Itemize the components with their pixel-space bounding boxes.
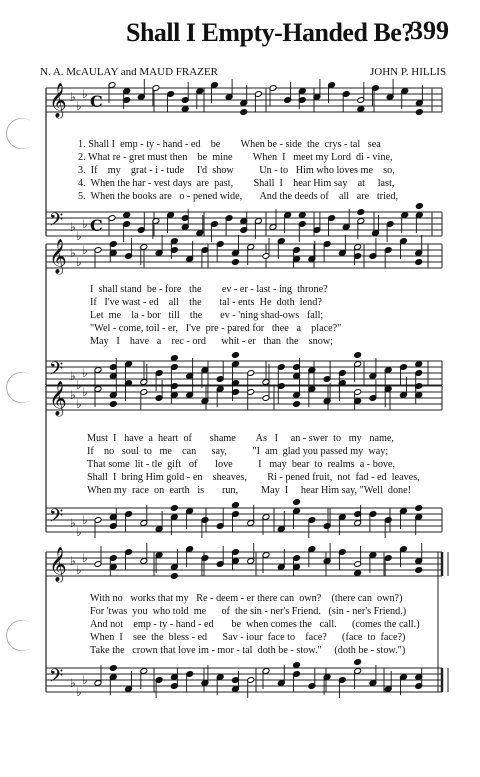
flat-sign-icon: ♭ xyxy=(82,513,88,527)
flat-sign-icon: ♭ xyxy=(76,685,82,699)
flat-sign-icon: ♭ xyxy=(70,554,76,568)
treble-clef-icon: 𝄞 xyxy=(49,239,67,274)
note-head xyxy=(354,570,362,577)
flat-sign-icon: ♭ xyxy=(82,551,88,565)
note-head xyxy=(293,662,301,669)
flat-sign-icon: ♭ xyxy=(82,673,88,687)
flat-sign-icon: ♭ xyxy=(82,87,88,101)
treble-clef-icon: 𝄞 xyxy=(49,547,67,582)
flat-sign-icon: ♭ xyxy=(82,366,88,380)
note-head xyxy=(232,502,240,509)
lyricist-credit: N. A. McAULAY and MAUD FRAZER xyxy=(40,66,218,78)
flat-sign-icon: ♭ xyxy=(70,220,76,234)
verse-lyric: If no soul to me can say, "I am glad you passed my way; xyxy=(87,446,389,457)
verse-lyric: Shall I bring Him gold - en sheaves, Ri - pened fruit, not fad - ed leaves, xyxy=(87,472,420,483)
flat-sign-icon: ♭ xyxy=(76,563,82,577)
verse-lyric: 4. When the har - vest days are past, Shall I hear Him say at last, xyxy=(78,178,395,189)
note-head xyxy=(232,352,240,359)
flat-sign-icon: ♭ xyxy=(70,369,76,383)
flat-sign-icon: ♭ xyxy=(82,243,88,257)
note-head xyxy=(415,109,423,116)
verse-lyric: When I see the bless - ed Sav - iour face to face? (face to face?) xyxy=(90,632,406,643)
hymn-number: 399 xyxy=(410,16,449,45)
verse-lyric: 3. If my grat - i - tude I'd show Un - to Him who loves me so, xyxy=(78,165,395,176)
note-head xyxy=(357,106,365,113)
note-head xyxy=(109,401,117,408)
verse-lyric: I shall stand be - fore the ev - er - last - ing throne? xyxy=(90,284,328,295)
flat-sign-icon: ♭ xyxy=(76,255,82,269)
note-head xyxy=(357,209,365,216)
flat-sign-icon: ♭ xyxy=(76,229,82,243)
note-head xyxy=(298,212,306,219)
verse-lyric: 2. What re - gret must then be mine When I meet my Lord di - vine, xyxy=(78,152,393,163)
note-head xyxy=(232,259,240,266)
flat-sign-icon: ♭ xyxy=(76,378,82,392)
bass-clef-icon: 𝄢 xyxy=(49,210,64,235)
note-head xyxy=(181,106,189,113)
note-head xyxy=(170,355,178,362)
note-head xyxy=(354,659,362,666)
note-head xyxy=(109,665,117,672)
verse-lyric: When my race on earth is run, May I hear Him say, "Well done! xyxy=(87,485,412,496)
note-head xyxy=(293,401,301,408)
flat-sign-icon: ♭ xyxy=(70,388,76,402)
flat-sign-icon: ♭ xyxy=(70,246,76,260)
treble-clef-icon: 𝄞 xyxy=(49,83,67,118)
note-head xyxy=(123,212,131,219)
treble-clef-icon: 𝄞 xyxy=(49,381,67,416)
flat-sign-icon: ♭ xyxy=(82,385,88,399)
verse-lyric: "Wel - come, toil - er, I've pre - pared for thee a place?" xyxy=(90,323,342,334)
hymn-title: Shall I Empty-Handed Be? xyxy=(126,18,414,47)
verse-lyric: May I have a rec - ord whit - er than the snow; xyxy=(90,336,334,347)
verse-lyric: Must I have a heart of shame As I an - swer to my name, xyxy=(87,433,394,444)
flat-sign-icon: ♭ xyxy=(82,217,88,231)
composer-credit: JOHN P. HILLIS xyxy=(370,66,447,78)
bass-clef-icon: 𝄢 xyxy=(49,666,64,691)
flat-sign-icon: ♭ xyxy=(76,525,82,539)
flat-sign-icon: ♭ xyxy=(70,516,76,530)
flat-sign-icon: ♭ xyxy=(76,397,82,411)
note-head xyxy=(415,361,423,368)
note-head xyxy=(415,567,423,574)
verse-lyric: Let me la - bor till the ev - 'ning shad-ows fall; xyxy=(90,310,324,321)
flat-sign-icon: ♭ xyxy=(70,90,76,104)
verse-lyric: 1. Shall I emp - ty - hand - ed be When be - side the crys - tal sea xyxy=(78,139,381,150)
verse-lyric: Take the crown that love im - mor - tal doth be - stow." (doth be - stow.") xyxy=(90,645,406,656)
bass-clef-icon: 𝄢 xyxy=(49,359,64,384)
verse-lyric: That some lit - tle gift of love I may bear to realms a - bove, xyxy=(87,459,396,470)
flat-sign-icon: ♭ xyxy=(70,676,76,690)
note-head xyxy=(415,505,423,512)
verse-lyric: If I've wast - ed all the tal - ents He doth lend? xyxy=(90,297,322,308)
verse-lyric: And not emp - ty - hand - ed be when comes the call. (comes the call.) xyxy=(90,619,420,630)
verse-lyric: With no works that my Re - deem - er there can own? (there can own?) xyxy=(90,593,403,604)
note-head xyxy=(293,499,301,506)
common-time-icon: C xyxy=(90,92,103,111)
note-head xyxy=(170,505,178,512)
note-head xyxy=(170,573,178,580)
note-head xyxy=(415,259,423,266)
note-head xyxy=(240,109,248,116)
common-time-icon: C xyxy=(90,216,103,235)
note-head xyxy=(354,352,362,359)
note-head xyxy=(415,203,423,210)
flat-sign-icon: ♭ xyxy=(76,99,82,113)
verse-lyric: 5. When the books are o - pened wide, And the deeds of all are tried, xyxy=(78,191,399,202)
bass-clef-icon: 𝄢 xyxy=(49,506,64,531)
verse-lyric: For 'twas you who told me of the sin - ner's Friend. (sin - ner's Friend.) xyxy=(90,606,407,617)
